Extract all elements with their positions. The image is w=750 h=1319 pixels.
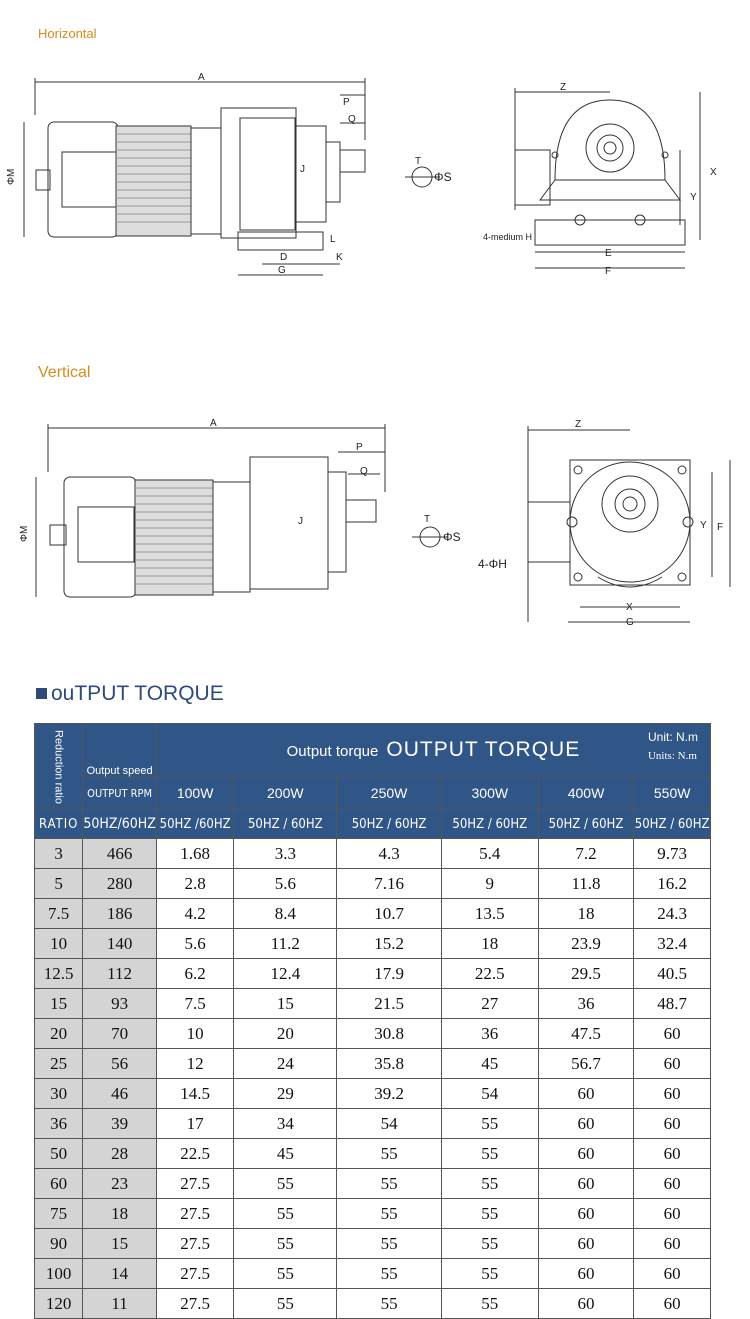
torque-cell: 55 (441, 1169, 538, 1199)
torque-cell: 27.5 (156, 1229, 234, 1259)
table-row (35, 929, 711, 959)
torque-cell: 27 (441, 989, 538, 1019)
v-dim-x: X (626, 602, 633, 613)
power-header: 300W (441, 777, 538, 809)
dim-x: X (710, 167, 717, 178)
power-header: 400W (538, 777, 634, 809)
torque-cell: 7.2 (538, 839, 634, 869)
torque-cell: 45 (234, 1139, 337, 1169)
torque-cell: 60 (538, 1199, 634, 1229)
torque-cell: 18 (441, 929, 538, 959)
dim-e: E (605, 248, 612, 259)
table-row (35, 869, 711, 899)
ratio-label: RATIO (35, 810, 83, 839)
ratio-cell: 25 (35, 1049, 83, 1079)
v-dim-t: T (424, 514, 431, 525)
power-header: 250W (337, 777, 442, 809)
dim-s: ΦS (434, 170, 452, 184)
title-square-icon (36, 688, 47, 699)
torque-cell: 6.2 (156, 959, 234, 989)
torque-cell: 12 (156, 1049, 234, 1079)
table-row (35, 1109, 711, 1139)
vertical-drawing (0, 412, 750, 637)
table-row (35, 839, 711, 869)
hole-label-h: 4-medium H (483, 232, 533, 242)
v-dim-q: Q (360, 466, 368, 477)
power-hz-header: 50HZ / 60HZ (441, 810, 538, 839)
torque-cell: 55 (337, 1199, 442, 1229)
torque-cell: 55 (441, 1229, 538, 1259)
torque-cell: 60 (634, 1019, 711, 1049)
v-dim-m: ΦM (19, 525, 30, 542)
ratio-cell: 30 (35, 1079, 83, 1109)
torque-cell: 60 (538, 1289, 634, 1319)
dim-t: T (415, 156, 422, 167)
rpm-cell: 15 (83, 1229, 157, 1259)
torque-cell: 60 (538, 1079, 634, 1109)
table-row (35, 1049, 711, 1079)
power-header: 550W (634, 777, 711, 809)
torque-cell: 10.7 (337, 899, 442, 929)
torque-cell: 27.5 (156, 1289, 234, 1319)
table-row (35, 989, 711, 1019)
torque-cell: 7.16 (337, 869, 442, 899)
ratio-cell: 3 (35, 839, 83, 869)
torque-cell: 60 (634, 1079, 711, 1109)
table-row (35, 1169, 711, 1199)
torque-cell: 29 (234, 1079, 337, 1109)
rpm-cell: 23 (83, 1169, 157, 1199)
torque-cell: 55 (337, 1289, 442, 1319)
rpm-cell: 93 (83, 989, 157, 1019)
torque-cell: 17.9 (337, 959, 442, 989)
torque-cell: 9 (441, 869, 538, 899)
torque-cell: 55 (441, 1289, 538, 1319)
torque-cell: 45 (441, 1049, 538, 1079)
torque-cell: 60 (634, 1229, 711, 1259)
horizontal-label: Horizontal (38, 26, 97, 41)
ratio-cell: 90 (35, 1229, 83, 1259)
ratio-cell: 100 (35, 1259, 83, 1289)
ratio-cell: 7.5 (35, 899, 83, 929)
dim-m: ΦM (6, 168, 17, 185)
torque-cell: 7.5 (156, 989, 234, 1019)
torque-cell: 4.3 (337, 839, 442, 869)
v-dim-f: F (717, 522, 724, 533)
power-header: 100W (156, 777, 234, 809)
speed-header: Output speed (83, 724, 157, 778)
ratio-cell: 12.5 (35, 959, 83, 989)
rpm-cell: 39 (83, 1109, 157, 1139)
torque-cell: 55 (441, 1199, 538, 1229)
rpm-cell: 280 (83, 869, 157, 899)
power-hz-header: 50HZ / 60HZ (337, 810, 442, 839)
torque-cell: 60 (538, 1109, 634, 1139)
ratio-cell: 5 (35, 869, 83, 899)
ratio-cell: 10 (35, 929, 83, 959)
torque-cell: 21.5 (337, 989, 442, 1019)
torque-cell: 4.2 (156, 899, 234, 929)
unit-note: Unit: N.m Units: N.m (647, 730, 698, 762)
torque-cell: 9.73 (634, 839, 711, 869)
torque-cell: 60 (634, 1259, 711, 1289)
vertical-label: Vertical (38, 364, 91, 381)
torque-cell: 60 (634, 1139, 711, 1169)
speed-rpm-header: OUTPUT RPM (83, 777, 157, 809)
ratio-header: Reduction ratio (35, 724, 83, 810)
torque-cell: 39.2 (337, 1079, 442, 1109)
torque-cell: 60 (538, 1229, 634, 1259)
ratio-cell: 60 (35, 1169, 83, 1199)
torque-cell: 18 (538, 899, 634, 929)
dim-p: P (343, 97, 350, 108)
torque-cell: 11.8 (538, 869, 634, 899)
torque-cell: 5.6 (234, 869, 337, 899)
torque-cell: 10 (156, 1019, 234, 1049)
torque-cell: 36 (441, 1019, 538, 1049)
dim-l: L (330, 234, 336, 245)
torque-cell: 29.5 (538, 959, 634, 989)
torque-cell: 5.4 (441, 839, 538, 869)
torque-cell: 55 (234, 1259, 337, 1289)
table-row (35, 1199, 711, 1229)
torque-cell: 55 (441, 1259, 538, 1289)
table-row (35, 1139, 711, 1169)
table-row (35, 1229, 711, 1259)
torque-cell: 60 (538, 1139, 634, 1169)
torque-cell: 47.5 (538, 1019, 634, 1049)
torque-cell: 55 (234, 1199, 337, 1229)
torque-cell: 2.8 (156, 869, 234, 899)
torque-cell: 60 (634, 1049, 711, 1079)
torque-cell: 55 (337, 1229, 442, 1259)
ratio-cell: 15 (35, 989, 83, 1019)
v-dim-a: A (210, 418, 217, 429)
ratio-cell: 120 (35, 1289, 83, 1319)
torque-cell: 1.68 (156, 839, 234, 869)
dim-d: D (280, 252, 288, 263)
ratio-cell: 20 (35, 1019, 83, 1049)
v-dim-y: Y (700, 520, 707, 531)
torque-cell: 55 (337, 1139, 442, 1169)
torque-cell: 27.5 (156, 1199, 234, 1229)
torque-table (34, 723, 711, 1319)
torque-cell: 54 (337, 1109, 442, 1139)
v-dim-p: P (356, 442, 363, 453)
horizontal-drawing (0, 60, 750, 290)
torque-cell: 16.2 (634, 869, 711, 899)
torque-cell: 55 (337, 1259, 442, 1289)
torque-cell: 34 (234, 1109, 337, 1139)
speed-hz-header: 50HZ/60HZ (83, 810, 157, 839)
torque-cell: 12.4 (234, 959, 337, 989)
dim-f: F (605, 266, 612, 277)
torque-cell: 35.8 (337, 1049, 442, 1079)
v-dim-s: ΦS (443, 530, 461, 544)
table-row (35, 1079, 711, 1109)
torque-cell: 55 (337, 1169, 442, 1199)
torque-cell: 60 (538, 1169, 634, 1199)
v-dim-z: Z (575, 419, 582, 430)
torque-cell: 24 (234, 1049, 337, 1079)
torque-cell: 30.8 (337, 1019, 442, 1049)
rpm-cell: 140 (83, 929, 157, 959)
torque-cell: 32.4 (634, 929, 711, 959)
dim-k: K (336, 252, 343, 263)
rpm-cell: 186 (83, 899, 157, 929)
torque-cell: 48.7 (634, 989, 711, 1019)
v-dim-g: G (626, 617, 634, 628)
torque-cell: 27.5 (156, 1259, 234, 1289)
dim-y: Y (690, 192, 697, 203)
torque-cell: 24.3 (634, 899, 711, 929)
power-hz-header: 50HZ / 60HZ (234, 810, 337, 839)
torque-cell: 22.5 (441, 959, 538, 989)
torque-cell: 60 (634, 1199, 711, 1229)
torque-cell: 55 (441, 1139, 538, 1169)
torque-header: Output torque OUTPUT TORQUE Unit: N.m Units: N.m (156, 724, 710, 778)
dim-q: Q (348, 114, 356, 125)
ratio-cell: 50 (35, 1139, 83, 1169)
rpm-cell: 112 (83, 959, 157, 989)
torque-cell: 17 (156, 1109, 234, 1139)
dim-a: A (198, 72, 205, 83)
torque-cell: 36 (538, 989, 634, 1019)
torque-cell: 54 (441, 1079, 538, 1109)
torque-cell: 60 (634, 1169, 711, 1199)
rpm-cell: 466 (83, 839, 157, 869)
rpm-cell: 56 (83, 1049, 157, 1079)
power-header: 200W (234, 777, 337, 809)
torque-cell: 11.2 (234, 929, 337, 959)
torque-cell: 60 (634, 1109, 711, 1139)
torque-cell: 20 (234, 1019, 337, 1049)
torque-cell: 3.3 (234, 839, 337, 869)
rpm-cell: 46 (83, 1079, 157, 1109)
torque-cell: 14.5 (156, 1079, 234, 1109)
torque-cell: 8.4 (234, 899, 337, 929)
power-hz-header: 50HZ / 60HZ (634, 810, 711, 839)
torque-section-title: ouTPUT TORQUE (36, 682, 224, 706)
table-row (35, 1289, 711, 1319)
table-row (35, 1019, 711, 1049)
torque-cell: 60 (634, 1289, 711, 1319)
rpm-cell: 70 (83, 1019, 157, 1049)
rpm-cell: 14 (83, 1259, 157, 1289)
dim-g: G (278, 265, 286, 276)
torque-cell: 15.2 (337, 929, 442, 959)
torque-cell: 23.9 (538, 929, 634, 959)
power-hz-header: 50HZ / 60HZ (538, 810, 634, 839)
hole-label-v: 4-ΦH (478, 557, 507, 571)
dim-z: Z (560, 82, 567, 93)
rpm-cell: 18 (83, 1199, 157, 1229)
torque-cell: 55 (441, 1109, 538, 1139)
torque-cell: 56.7 (538, 1049, 634, 1079)
ratio-cell: 36 (35, 1109, 83, 1139)
ratio-cell: 75 (35, 1199, 83, 1229)
table-row (35, 959, 711, 989)
power-hz-header: 50HZ /60HZ (156, 810, 234, 839)
torque-cell: 13.5 (441, 899, 538, 929)
table-row (35, 899, 711, 929)
v-dim-j: J (298, 516, 303, 527)
torque-cell: 15 (234, 989, 337, 1019)
torque-cell: 55 (234, 1229, 337, 1259)
torque-cell: 40.5 (634, 959, 711, 989)
torque-cell: 55 (234, 1289, 337, 1319)
table-row (35, 1259, 711, 1289)
dim-j: J (300, 164, 305, 175)
torque-cell: 55 (234, 1169, 337, 1199)
torque-cell: 27.5 (156, 1169, 234, 1199)
torque-cell: 60 (538, 1259, 634, 1289)
torque-cell: 5.6 (156, 929, 234, 959)
rpm-cell: 28 (83, 1139, 157, 1169)
torque-cell: 22.5 (156, 1139, 234, 1169)
rpm-cell: 11 (83, 1289, 157, 1319)
